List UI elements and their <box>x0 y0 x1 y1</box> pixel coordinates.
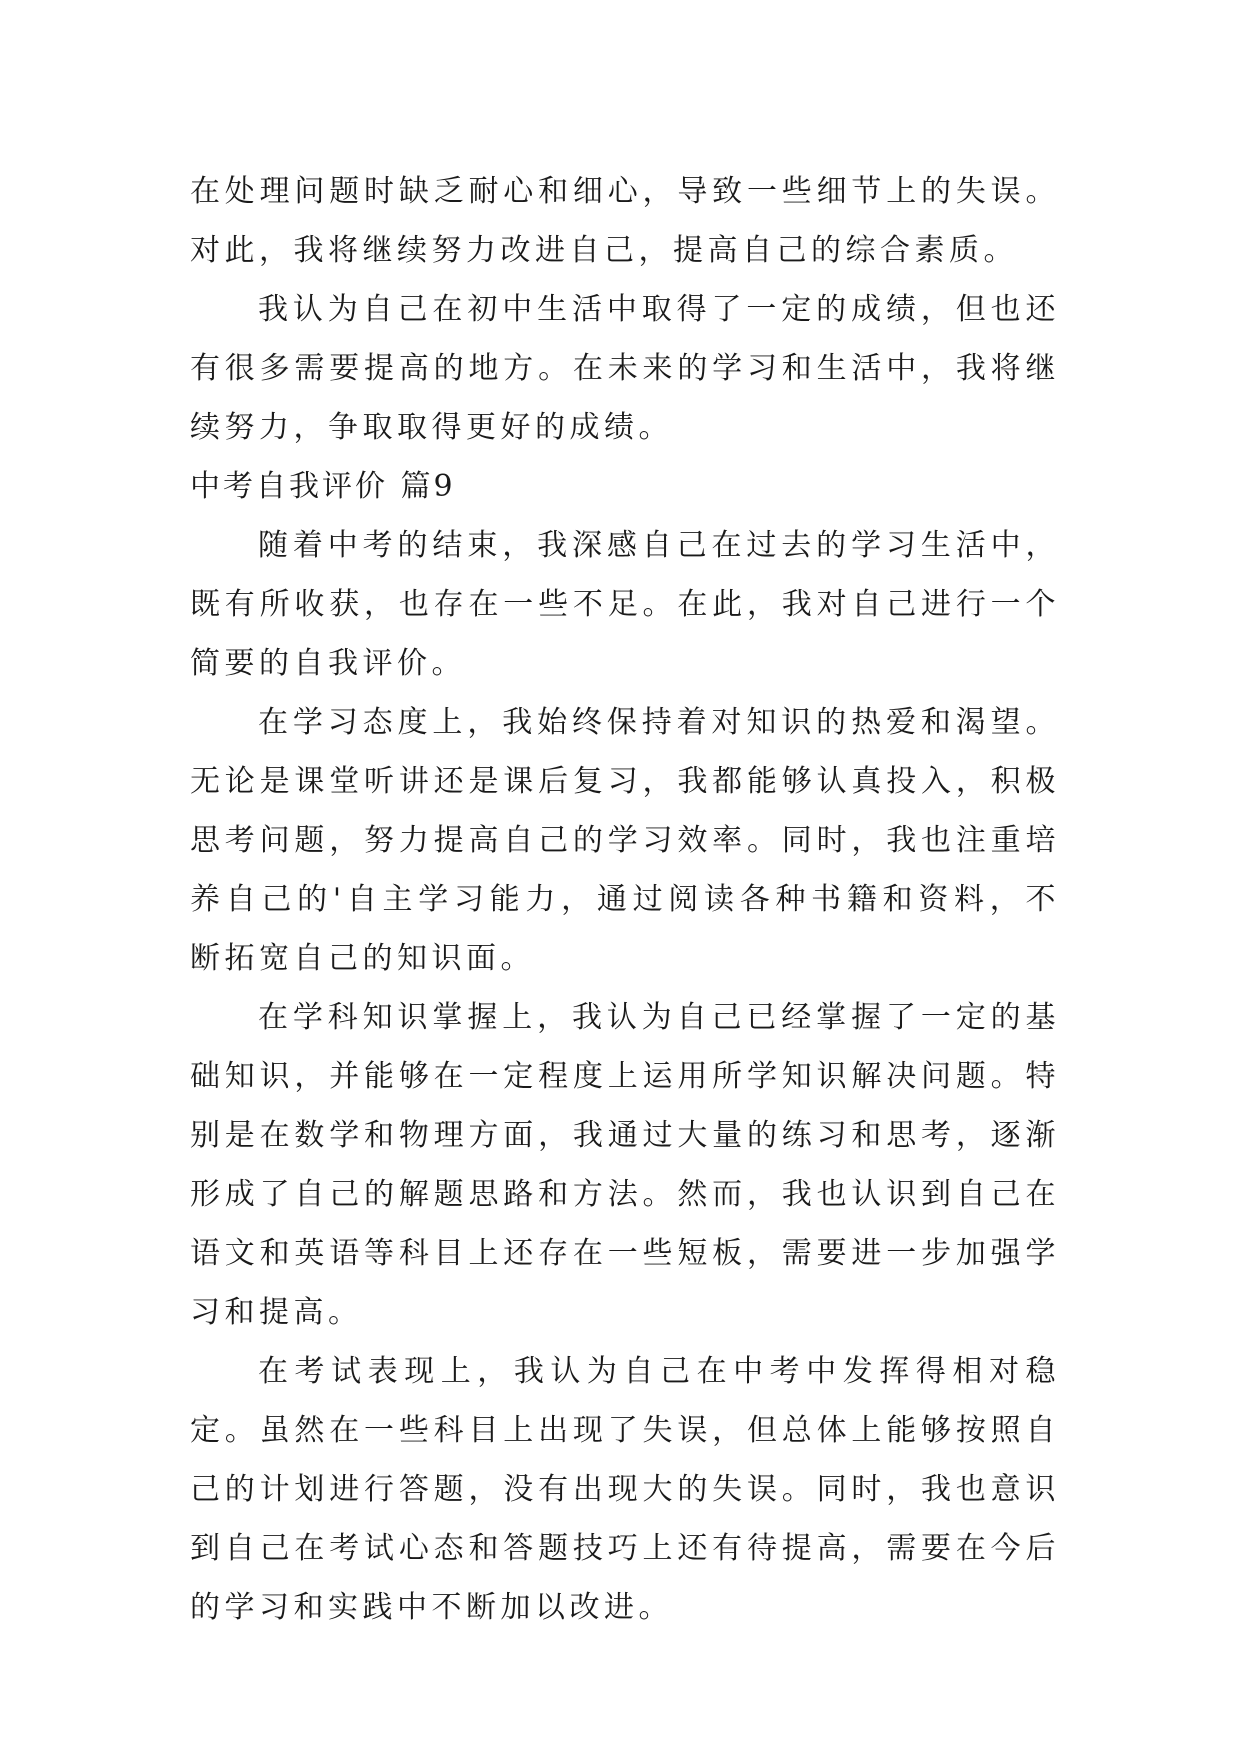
paragraph-subject-knowledge: 在学科知识掌握上，我认为自己已经掌握了一定的基础知识，并能够在一定程度上运用所学知识解决问题。特别是在数学和物理方面，我通过大量的练习和思考，逐渐形成了自己的解题思路和方法。然而，我也认识到自己在语文和英语等科目上还存在一些短板，需要进一步加强学习和提高。 <box>190 1000 1060 1330</box>
paragraph-continuation: 在处理问题时缺乏耐心和细心，导致一些细节上的失误。对此，我将继续努力改进自己，提高自己的综合素质。 <box>190 174 1060 268</box>
paragraph-exam-performance: 在考试表现上，我认为自己在中考中发挥得相对稳定。虽然在一些科目上出现了失误，但总体上能够按照自己的计划进行答题，没有出现大的失误。同时，我也意识到自己在考试心态和答题技巧上还有待提高，需要在今后的学习和实践中不断加以改进。 <box>190 1354 1060 1625</box>
section-heading: 中考自我评价 篇9 <box>190 469 456 504</box>
paragraph-learning-attitude: 在学习态度上，我始终保持着对知识的热爱和渴望。无论是课堂听讲还是课后复习，我都能够认真投入，积极思考问题，努力提高自己的学习效率。同时，我也注重培养自己的'自主学习能力，通过阅读各种书籍和资料，不断拓宽自己的知识面。 <box>190 705 1060 976</box>
paragraph-intro: 随着中考的结束，我深感自己在过去的学习生活中，既有所收获，也存在一些不足。在此，我对自己进行一个简要的自我评价。 <box>190 528 1060 681</box>
document-body <box>190 162 1060 1637</box>
paragraph-summary: 我认为自己在初中生活中取得了一定的成绩，但也还有很多需要提高的地方。在未来的学习和生活中，我将继续努力，争取取得更好的成绩。 <box>190 292 1060 445</box>
